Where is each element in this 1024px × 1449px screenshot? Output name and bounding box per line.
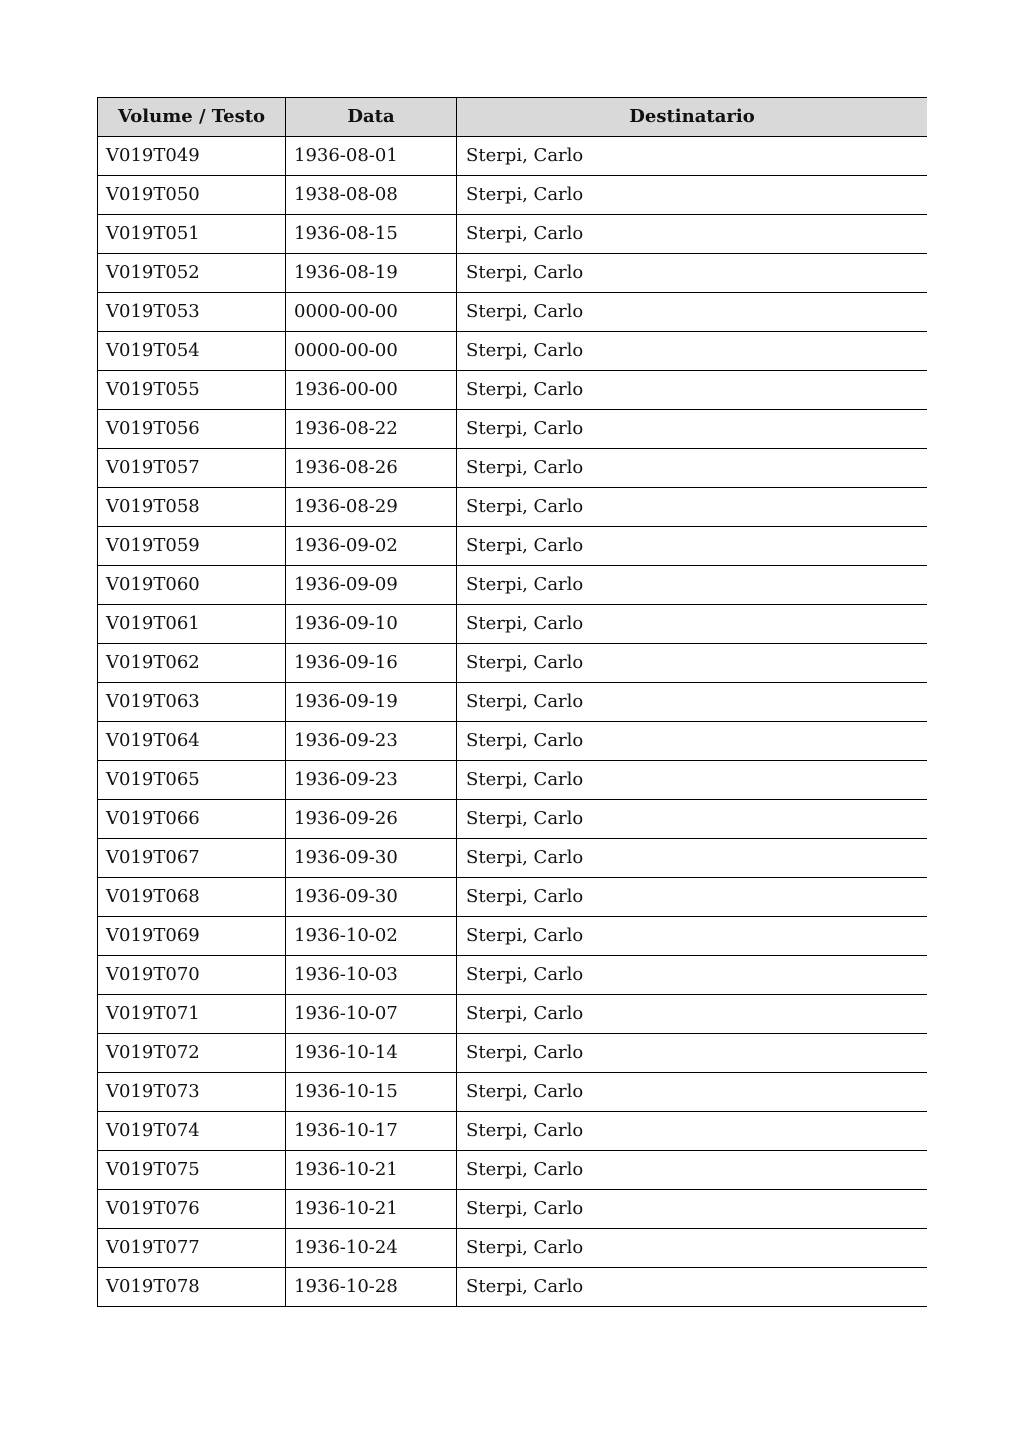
cell-data: 1936-10-21: [286, 1190, 457, 1229]
cell-volume-testo: V019T075: [98, 1151, 286, 1190]
table-row: [98, 1229, 928, 1268]
cell-data: 1936-10-15: [286, 1073, 457, 1112]
table-body: [98, 137, 928, 1307]
cell-data: 1936-10-07: [286, 995, 457, 1034]
cell-data: 1936-09-16: [286, 644, 457, 683]
cell-volume-testo: V019T052: [98, 254, 286, 293]
cell-volume-testo: V019T077: [98, 1229, 286, 1268]
cell-data: 1936-09-09: [286, 566, 457, 605]
cell-data: 1936-10-28: [286, 1268, 457, 1307]
cell-volume-testo: V019T076: [98, 1190, 286, 1229]
cell-volume-testo: V019T051: [98, 215, 286, 254]
cell-volume-testo: V019T073: [98, 1073, 286, 1112]
cell-data: 1936-10-14: [286, 1034, 457, 1073]
cell-destinatario: Sterpi, Carlo: [457, 761, 928, 800]
cell-data: 1936-08-15: [286, 215, 457, 254]
cell-data: 0000-00-00: [286, 332, 457, 371]
cell-destinatario: Sterpi, Carlo: [457, 371, 928, 410]
cell-destinatario: Sterpi, Carlo: [457, 449, 928, 488]
table-header-row: [98, 98, 928, 137]
cell-volume-testo: V019T060: [98, 566, 286, 605]
cell-data: 1936-08-26: [286, 449, 457, 488]
cell-destinatario: Sterpi, Carlo: [457, 137, 928, 176]
cell-data: 1936-09-23: [286, 761, 457, 800]
cell-destinatario: Sterpi, Carlo: [457, 176, 928, 215]
cell-data: 1936-10-17: [286, 1112, 457, 1151]
cell-destinatario: Sterpi, Carlo: [457, 1229, 928, 1268]
cell-destinatario: Sterpi, Carlo: [457, 410, 928, 449]
cell-volume-testo: V019T078: [98, 1268, 286, 1307]
cell-volume-testo: V019T054: [98, 332, 286, 371]
cell-destinatario: Sterpi, Carlo: [457, 644, 928, 683]
cell-destinatario: Sterpi, Carlo: [457, 1190, 928, 1229]
cell-volume-testo: V019T072: [98, 1034, 286, 1073]
table-row: [98, 722, 928, 761]
cell-data: 1936-08-22: [286, 410, 457, 449]
cell-destinatario: Sterpi, Carlo: [457, 878, 928, 917]
column-header-volume-testo: Volume / Testo: [98, 98, 286, 137]
cell-volume-testo: V019T067: [98, 839, 286, 878]
letters-table-container: [97, 97, 927, 1312]
table-row: [98, 1112, 928, 1151]
cell-data: 1936-08-01: [286, 137, 457, 176]
cell-destinatario: Sterpi, Carlo: [457, 956, 928, 995]
cell-destinatario: Sterpi, Carlo: [457, 1268, 928, 1307]
cell-destinatario: Sterpi, Carlo: [457, 605, 928, 644]
table-row: [98, 605, 928, 644]
column-header-destinatario: Destinatario: [457, 98, 928, 137]
cell-data: 1936-09-02: [286, 527, 457, 566]
table-row: [98, 1073, 928, 1112]
table-row: [98, 449, 928, 488]
cell-volume-testo: V019T074: [98, 1112, 286, 1151]
cell-data: 1936-10-24: [286, 1229, 457, 1268]
table-row: [98, 488, 928, 527]
cell-data: 1936-08-19: [286, 254, 457, 293]
cell-volume-testo: V019T071: [98, 995, 286, 1034]
cell-data: 1936-09-26: [286, 800, 457, 839]
table-row: [98, 527, 928, 566]
table-row: [98, 371, 928, 410]
cell-volume-testo: V019T058: [98, 488, 286, 527]
table-row: [98, 995, 928, 1034]
cell-destinatario: Sterpi, Carlo: [457, 995, 928, 1034]
table-row: [98, 1268, 928, 1307]
table-row: [98, 683, 928, 722]
cell-destinatario: Sterpi, Carlo: [457, 1112, 928, 1151]
cell-data: 0000-00-00: [286, 293, 457, 332]
table-row: [98, 761, 928, 800]
table-row: [98, 1151, 928, 1190]
cell-destinatario: Sterpi, Carlo: [457, 254, 928, 293]
cell-destinatario: Sterpi, Carlo: [457, 527, 928, 566]
table-row: [98, 137, 928, 176]
cell-destinatario: Sterpi, Carlo: [457, 488, 928, 527]
cell-destinatario: Sterpi, Carlo: [457, 215, 928, 254]
cell-data: 1936-10-03: [286, 956, 457, 995]
cell-volume-testo: V019T065: [98, 761, 286, 800]
cell-destinatario: Sterpi, Carlo: [457, 1073, 928, 1112]
cell-volume-testo: V019T070: [98, 956, 286, 995]
cell-volume-testo: V019T056: [98, 410, 286, 449]
table-row: [98, 566, 928, 605]
cell-data: 1936-10-02: [286, 917, 457, 956]
table-row: [98, 956, 928, 995]
table-row: [98, 215, 928, 254]
cell-volume-testo: V019T050: [98, 176, 286, 215]
table-row: [98, 410, 928, 449]
letters-table: [97, 97, 927, 1307]
cell-data: 1936-00-00: [286, 371, 457, 410]
cell-volume-testo: V019T068: [98, 878, 286, 917]
cell-volume-testo: V019T055: [98, 371, 286, 410]
table-row: [98, 917, 928, 956]
cell-destinatario: Sterpi, Carlo: [457, 566, 928, 605]
cell-destinatario: Sterpi, Carlo: [457, 722, 928, 761]
cell-destinatario: Sterpi, Carlo: [457, 1034, 928, 1073]
cell-destinatario: Sterpi, Carlo: [457, 1151, 928, 1190]
cell-destinatario: Sterpi, Carlo: [457, 800, 928, 839]
table-row: [98, 878, 928, 917]
table-row: [98, 800, 928, 839]
cell-data: 1936-09-30: [286, 878, 457, 917]
cell-data: 1936-09-10: [286, 605, 457, 644]
cell-destinatario: Sterpi, Carlo: [457, 293, 928, 332]
cell-destinatario: Sterpi, Carlo: [457, 332, 928, 371]
cell-volume-testo: V019T057: [98, 449, 286, 488]
cell-data: 1936-08-29: [286, 488, 457, 527]
cell-destinatario: Sterpi, Carlo: [457, 917, 928, 956]
cell-volume-testo: V019T069: [98, 917, 286, 956]
cell-volume-testo: V019T063: [98, 683, 286, 722]
table-row: [98, 332, 928, 371]
cell-data: 1936-09-30: [286, 839, 457, 878]
cell-volume-testo: V019T059: [98, 527, 286, 566]
cell-volume-testo: V019T049: [98, 137, 286, 176]
cell-data: 1936-10-21: [286, 1151, 457, 1190]
column-header-data: Data: [286, 98, 457, 137]
table-row: [98, 839, 928, 878]
cell-volume-testo: V019T061: [98, 605, 286, 644]
cell-data: 1936-09-19: [286, 683, 457, 722]
table-row: [98, 644, 928, 683]
cell-volume-testo: V019T064: [98, 722, 286, 761]
cell-volume-testo: V019T066: [98, 800, 286, 839]
table-row: [98, 293, 928, 332]
table-row: [98, 1190, 928, 1229]
cell-volume-testo: V019T053: [98, 293, 286, 332]
table-row: [98, 176, 928, 215]
cell-data: 1936-09-23: [286, 722, 457, 761]
table-row: [98, 254, 928, 293]
cell-destinatario: Sterpi, Carlo: [457, 839, 928, 878]
cell-data: 1938-08-08: [286, 176, 457, 215]
table-row: [98, 1034, 928, 1073]
cell-destinatario: Sterpi, Carlo: [457, 683, 928, 722]
cell-volume-testo: V019T062: [98, 644, 286, 683]
